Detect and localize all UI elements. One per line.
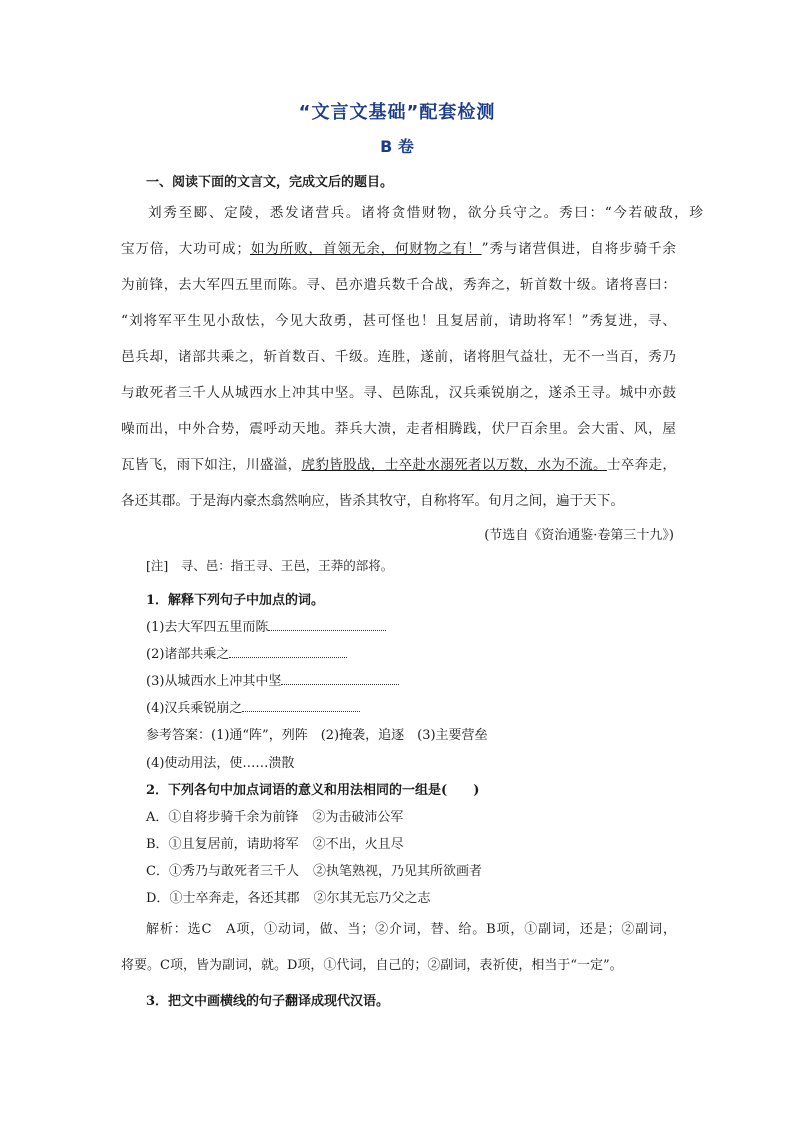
reference-answer: 参考答案：(1)通“阵”，列阵 (2)掩袭，追逐 (3)主要营垒: [146, 728, 488, 743]
option-text: ①士卒奔走，各还其郡: [169, 891, 300, 906]
option-label: D．: [146, 891, 170, 906]
answer-blank[interactable]: [229, 645, 347, 658]
page-title: “文言文基础”配套检测: [298, 102, 496, 123]
passage-line: [121, 384, 676, 402]
answer-blank[interactable]: [242, 699, 360, 712]
analysis-text: 解析：选C A项，①动词，做、当；②介词，替、给。B项，①副词，还是；②副词，: [146, 922, 676, 937]
passage-text: 各还其郡。于是海内豪杰翕然响应，皆杀其牧守，自称将军。旬月之间，遍于天下。: [121, 493, 624, 509]
passage-text: 邑兵却，诸部共乘之，斩首数百、千级。连胜，遂前，诸将胆气益壮，无不一当百，秀乃: [121, 349, 676, 365]
passage-text: 士卒奔走，: [606, 457, 677, 473]
analysis-text: 将要。C项，皆为副词，就。D项，①代词，自己的；②副词，表祈使，相当于“一定”。: [121, 958, 623, 973]
reference-answer: (4)使动用法，使……溃散: [146, 756, 295, 771]
question-1-item: [146, 643, 347, 662]
option-text: ②执笔熟视，乃见其所欲画者: [312, 864, 482, 879]
question-2-title: 2．下列各句中加点词语的意义和用法相同的一组是( ): [146, 783, 480, 798]
page-subtitle: B 卷: [380, 137, 414, 156]
underlined-sentence: 虎豹皆股战，士卒赴水溺死者以万数，水为不流。: [301, 457, 607, 473]
option-c[interactable]: [146, 860, 482, 879]
passage-text: 宝万倍，大功可成；: [121, 241, 250, 257]
underlined-sentence: 如为所败，首领无余，何财物之有！: [249, 241, 482, 257]
source-citation: (节选自《资治通鉴·卷第三十九》): [484, 528, 674, 543]
option-text: ①自将步骑千余为前锋: [168, 810, 299, 825]
item-text: (2)诸部共乘之: [146, 647, 230, 662]
passage-line: [121, 492, 624, 510]
option-text: ②不出，火且尽: [312, 837, 404, 852]
annotation-note: [注] 寻、邑：指王寻、王邑，王莽的部将。: [146, 558, 394, 573]
option-text: ①且复居前，请助将军: [168, 837, 299, 852]
passage-line: [121, 276, 676, 294]
question-1-item: [146, 697, 360, 716]
passage-line: [121, 456, 676, 474]
answer-blank[interactable]: [281, 672, 399, 685]
option-b[interactable]: [146, 833, 404, 852]
item-text: (4)汉兵乘锐崩之: [146, 701, 243, 716]
question-1-item: [146, 670, 399, 689]
question-1-item: [146, 616, 386, 635]
passage-line: [121, 348, 676, 366]
passage-line: [121, 312, 676, 330]
answer-blank[interactable]: [268, 618, 386, 631]
option-label: C．: [146, 864, 169, 879]
passage-text: “刘将军平生见小敌怯，今见大敌勇，甚可怪也！且复居前，请助将军！”秀复进，寻、: [121, 313, 676, 329]
question-3-title: 3．把文中画横线的句子翻译成现代汉语。: [146, 994, 390, 1009]
passage-text: 为前锋，去大军四五里而陈。寻、邑亦遣兵数千合战，秀奔之，斩首数十级。诸将喜曰：: [121, 277, 676, 293]
passage-text: ”秀与诸营俱进，自将步骑千余: [481, 241, 677, 257]
passage-text: 与敢死者三千人从城西水上冲其中坚。寻、邑陈乱，汉兵乘锐崩之，遂杀王寻。城中亦鼓: [121, 385, 676, 401]
passage-text: 噪而出，中外合势，震呼动天地。莽兵大溃，走者相腾践，伏尸百余里。会大雷、风，屋: [121, 421, 676, 437]
passage-line: [121, 240, 676, 258]
option-text: ②尔其无忘乃父之志: [313, 891, 431, 906]
question-1-title: 1．解释下列句子中加点的词。: [146, 593, 325, 608]
item-text: (3)从城西水上冲其中坚: [146, 674, 282, 689]
passage-text: 瓦皆飞，雨下如注，川盛溢，: [121, 457, 302, 473]
passage-line: [121, 420, 676, 438]
passage-line: [121, 204, 703, 222]
option-label: B．: [146, 837, 169, 852]
option-label: A．: [146, 810, 169, 825]
section-heading: 一、阅读下面的文言文，完成文后的题目。: [146, 175, 394, 190]
item-text: (1)去大军四五里而陈: [146, 620, 269, 635]
option-d[interactable]: [146, 887, 430, 906]
passage-text: 刘秀至郾、定陵，悉发诸营兵。诸将贪惜财物，欲分兵守之。秀曰：“今若破敌，珍: [148, 205, 703, 221]
option-text: ②为击破沛公军: [312, 810, 404, 825]
option-text: ①秀乃与敢死者三千人: [168, 864, 299, 879]
option-a[interactable]: [146, 806, 403, 825]
